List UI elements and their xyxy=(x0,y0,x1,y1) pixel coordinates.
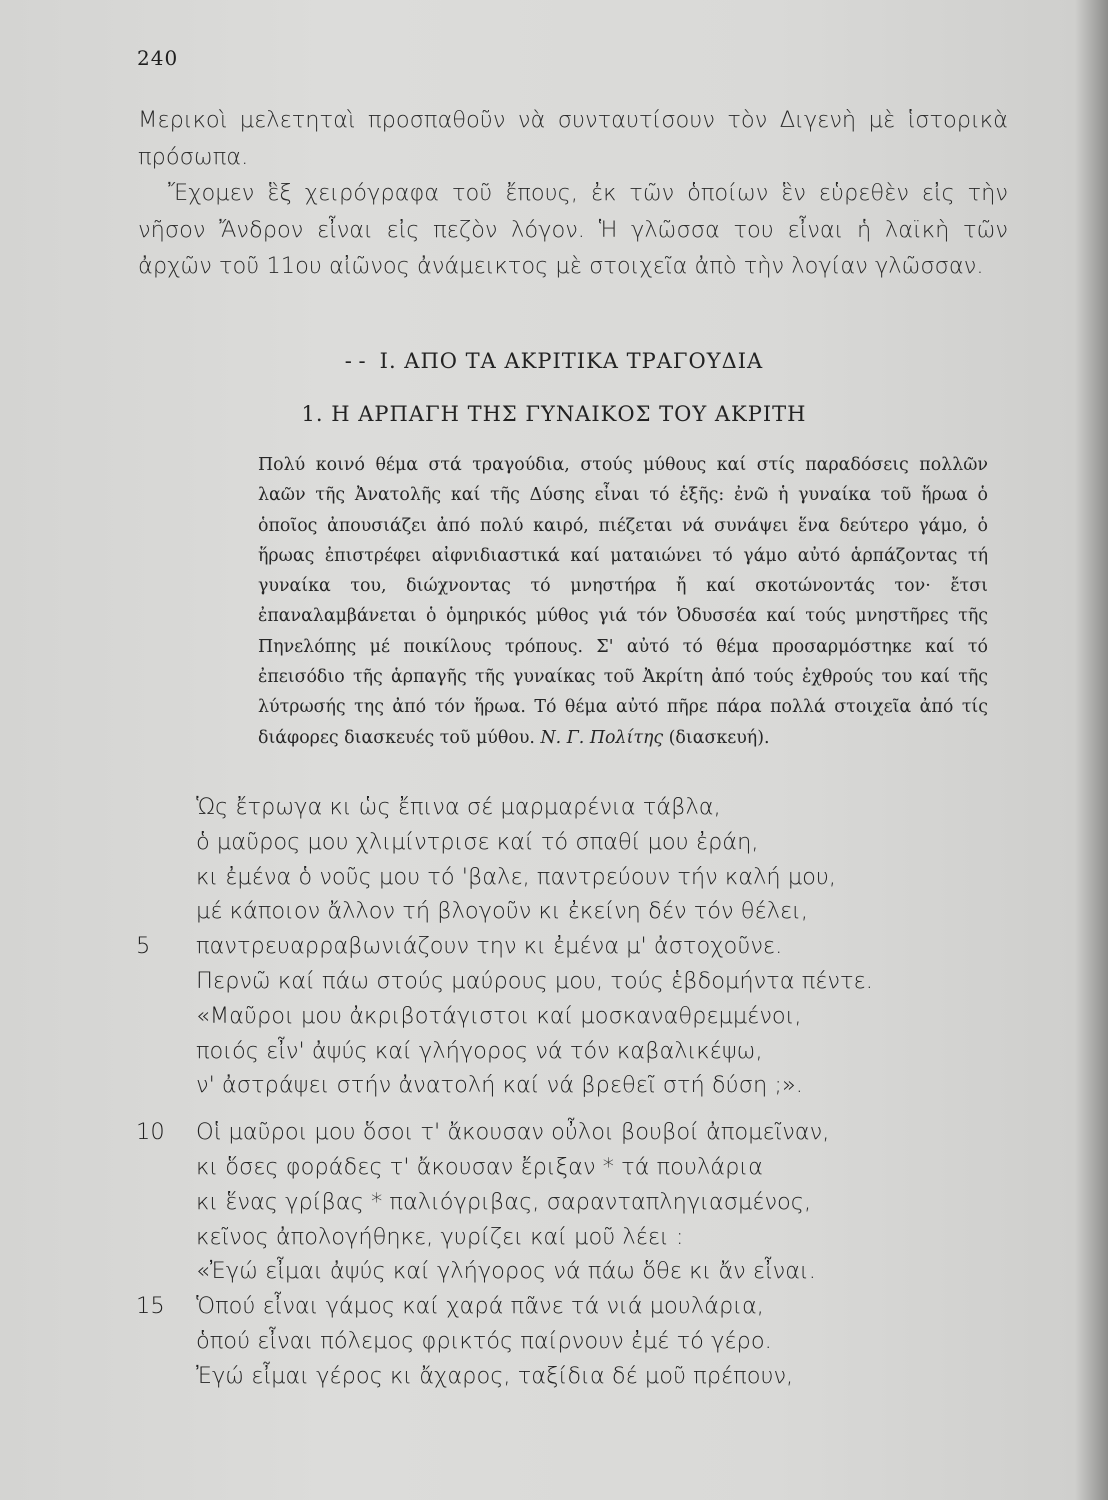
poem-line xyxy=(136,1068,996,1103)
line-text: ὁπού εἶναι πόλεμος φρικτός παίρνουν ἐμέ τό γέρο. xyxy=(196,1327,772,1354)
section-heading-text: I. ΑΠΟ ΤΑ ΑΚΡΙΤΙΚΑ ΤΡΑΓΟΥΔΙΑ xyxy=(379,349,764,373)
line-text: ὁ μαῦρος μου χλιμίντρισε καί τό σπαθί μου ἐράη, xyxy=(196,828,759,855)
poem-line xyxy=(136,1115,996,1150)
note-tail: (διασκευή). xyxy=(663,727,770,748)
poem-line xyxy=(136,860,996,895)
subsection-heading: 1. Η ΑΡΠΑΓΗ ΤΗΣ ΓΥΝΑΙΚΟΣ ΤΟΥ ΑΚΡΙΤΗ xyxy=(301,402,807,426)
line-text: κεῖνος ἀπολογήθηκε, γυρίζει καί μοῦ λέει : xyxy=(196,1223,684,1250)
line-text: «Μαῦροι μου ἀκριβοτάγιστοι καί μοσκαναθρεμμένοι, xyxy=(196,1002,802,1029)
line-text: «Ἐγώ εἶμαι ἀψύς καί γλήγορος νά πάω ὅθε κι ἄν εἶναι. xyxy=(196,1258,816,1285)
poem-line xyxy=(136,1034,996,1069)
line-text: Περνῶ καί πάω στούς μαύρους μου, τούς ἑβδομήντα πέντε. xyxy=(196,967,873,994)
poem-line xyxy=(136,825,996,860)
poem-line xyxy=(136,999,996,1034)
poem-stanza xyxy=(136,1115,996,1393)
poem-line xyxy=(136,929,996,964)
poem xyxy=(136,790,996,1394)
line-text: Ὁπού εἶναι γάμος καί χαρά πᾶνε τά νιά μουλάρια, xyxy=(196,1293,764,1320)
heading-dash: - - xyxy=(344,349,366,373)
line-text: κι ἐμένα ὁ νοῦς μου τό 'βαλε, παντρεύουν τήν καλή μου, xyxy=(196,863,837,890)
line-text: κι ἕνας γρίβας * παλιόγριβας, σαρανταπληγιασμένος, xyxy=(196,1188,812,1215)
line-text: ν' ἀστράψει στήν ἀνατολή καί νά βρεθεῖ στή δύση ;». xyxy=(196,1072,803,1099)
section-heading xyxy=(0,349,1108,373)
line-text: ποιός εἶν' ἀψύς καί γλήγορος νά τόν καβαλικέψω, xyxy=(196,1037,763,1064)
poem-line xyxy=(136,894,996,929)
note-author: Ν. Γ. Πολίτης xyxy=(540,727,664,748)
note-text: Πολύ κοινό θέμα στά τραγούδια, στούς μύθους καί στίς παραδόσεις πολλῶν λαῶν τῆς Ἀνατολῆς καί τῆς Δύσης εἶναι τό ἑξῆς: ἐνῶ ἡ γυναίκα τοῦ ἥρωα ὁ ὁποῖος ἀπουσιάζει ἀπό πολύ καιρό, πιέζεται νά συνάψει ἕνα δεύτερο γάμο, ὁ ἥρωας ἐπιστρέφει αἰφνιδιαστικά καί ματαιώνει τό γάμο αὐτό ἁρπάζοντας τή γυναίκα του, διώχνοντας τό μνηστήρα ἤ καί σκοτώνοντάς τον· ἔτσι ἐπαναλαμβάνεται ὁ ὁμηρικός μύθος γιά τόν Ὀδυσσέα καί τούς μνηστῆρες τῆς Πηνελόπης μέ ποικίλους τρόπους. Σ' αὐτό τό θέμα προσαρμόστηκε καί τό ἐπεισόδιο τῆς ἁρπαγῆς τῆς γυναίκας τοῦ Ἀκρίτη ἀπό τούς ἐχθρούς του καί τῆς λύτρωσής της ἀπό τόν ἥρωα. Τό θέμα αὐτό πῆρε πάρα πολλά στοιχεῖα ἀπό τίς διάφορες διασκευές τοῦ μύθου. xyxy=(258,455,988,748)
line-text: Οἱ μαῦροι μου ὅσοι τ' ἄκουσαν οὖλοι βουβοί ἀπομεῖναν, xyxy=(196,1119,830,1146)
line-text: Ὡς ἔτρωγα κι ὡς ἔπινα σέ μαρμαρένια τάβλα, xyxy=(196,794,721,820)
poem-line xyxy=(136,964,996,999)
poem-line xyxy=(136,1185,996,1220)
line-number: 5 xyxy=(136,933,151,960)
page-number: 240 xyxy=(137,46,179,70)
poem-line xyxy=(136,1324,996,1359)
stanza-gap xyxy=(136,1103,996,1115)
intro-text xyxy=(138,102,1008,285)
note-paragraph xyxy=(258,450,988,753)
poem-line xyxy=(136,1359,996,1394)
line-text: Ἐγώ εἶμαι γέρος κι ἄχαρος, ταξίδια δέ μοῦ πρέπουν, xyxy=(196,1362,794,1389)
editorial-note xyxy=(258,450,988,753)
poem-stanza xyxy=(136,790,996,1103)
line-text: κι ὅσες φοράδες τ' ἄκουσαν ἔριξαν * τά πουλάρια xyxy=(196,1153,763,1180)
intro-paragraph: Ἔχομεν ἓξ χειρόγραφα τοῦ ἔπους, ἐκ τῶν ὁποίων ἓν εὑρεθὲν εἰς τὴν νῆσον Ἄνδρον εἶναι εἰς πεζὸν λόγον. Ἡ γλῶσσα του εἶναι ἡ λαϊκὴ τῶν ἀρχῶν τοῦ 11ου αἰῶνος ἀνάμεικτος μὲ στοιχεῖα ἀπὸ τὴν λογίαν γλῶσσαν. xyxy=(138,180,1008,279)
line-number: 15 xyxy=(136,1293,165,1320)
intro-paragraph: Μερικοὶ μελετηταὶ προσπαθοῦν νὰ συνταυτίσουν τὸν Διγενὴ μὲ ἱστορικὰ πρόσωπα. xyxy=(138,107,1008,170)
line-text: μέ κάποιον ἄλλον τή βλογοῦν κι ἐκείνη δέν τόν θέλει, xyxy=(196,898,809,925)
poem-line xyxy=(136,790,996,825)
poem-line xyxy=(136,1150,996,1185)
line-text: παντρευαρραβωνιάζουν την κι ἐμένα μ' ἀστοχοῦνε. xyxy=(196,933,783,960)
poem-line xyxy=(136,1254,996,1289)
poem-line xyxy=(136,1289,996,1324)
line-number: 10 xyxy=(136,1119,165,1146)
poem-line xyxy=(136,1220,996,1255)
